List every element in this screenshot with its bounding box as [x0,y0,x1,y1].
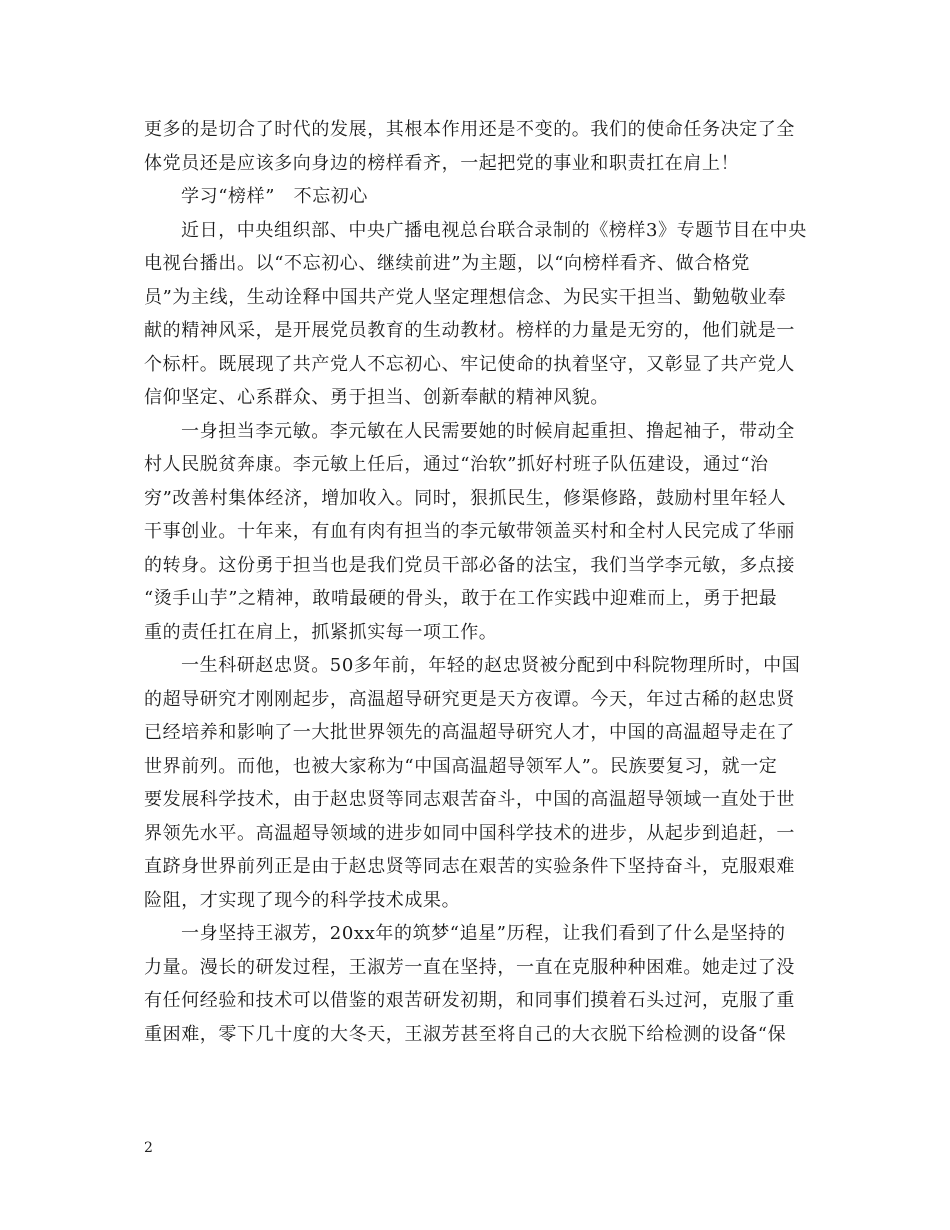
text-line: 一身坚持王淑芳，20xx年的筑梦“追星”历程，让我们看到了什么是坚持的 [181,923,786,944]
text-line: 的超导研究才刚刚起步，高温超导研究更是天方夜谭。今天，年过古稀的赵忠贤 [144,688,795,710]
text-line: 直跻身世界前列正是由于赵忠贤等同志在艰苦的实验条件下坚持奋斗，克服艰难 [144,856,795,877]
text-line: 一身担当李元敏。李元敏在人民需要她的时候肩起重担、撸起袖子，带动全 [181,420,795,442]
text-line: 重困难，零下几十度的大冬天，王淑芳甚至将自己的大衣脱下给检测的设备“保 [144,1023,787,1045]
text-line: 体党员还是应该多向身边的榜样看齐，一起把党的事业和职责扛在肩上！ [144,152,740,174]
text-line: 险阻，才实现了现今的科学技术成果。 [144,889,461,911]
text-line: 的转身。这份勇于担当也是我们党员干部必备的法宝，我们当学李元敏，多点接 [144,554,795,576]
page-number: 2 [144,1140,153,1156]
text-line: 员”为主线，生动诠释中国共产党人坚定理想信念、为民实干担当、勤勉敬业奉 [144,286,787,308]
text-line: 信仰坚定、心系群众、勇于担当、创新奉献的精神风貌。 [144,387,609,408]
text-line: 电视台播出。以“不忘初心、继续前进”为主题，以“向榜样看齐、做合格党 [144,253,751,274]
text-line: 重的责任扛在肩上，抓紧抓实每一项工作。 [144,621,498,643]
text-line: 干事创业。十年来，有血有肉有担当的李元敏带领盖买村和全村人民完成了华丽 [144,521,795,542]
text-line: 穷”改善村集体经济，增加收入。同时，狠抓民生，修渠修路，鼓励村里年轻人 [144,487,787,509]
text-line: 村人民脱贫奔康。李元敏上任后，通过“治软”抓好村班子队伍建设，通过“治 [144,454,769,475]
text-line: 个标杆。既展现了共产党人不忘初心、牢记使命的执着坚守，又彰显了共产党人 [144,353,795,375]
text-line: 要发展科学技术，由于赵忠贤等同志艰苦奋斗，中国的高温超导领域一直处于世 [144,789,795,810]
text-line: 已经培养和影响了一大批世界领先的高温超导研究人才，中国的高温超导走在了 [144,722,795,743]
text-line: 献的精神风采，是开展党员教育的生动教材。榜样的力量是无穷的，他们就是一 [144,320,795,341]
text-line: 一生科研赵忠贤。50多年前，年轻的赵忠贤被分配到中科院物理所时，中国 [181,655,801,676]
text-line: 学习“榜样” 不忘初心 [181,186,369,207]
text-line: 世界前列。而他，也被大家称为“中国高温超导领军人”。民族要复习，就一定 [144,755,778,777]
text-line: “烫手山芋”之精神，敢啃最硬的骨头，敢于在工作实践中迎难而上，勇于把最 [144,588,778,609]
body-text [144,113,812,1051]
text-line: 近日，中央组织部、中央广播电视总台联合录制的《榜样3》专题节目在中央 [181,219,807,241]
text-line: 力量。漫长的研发过程，王淑芳一直在坚持，一直在克服种种困难。她走过了没 [144,956,795,978]
text-line: 有任何经验和技术可以借鉴的艰苦研发初期，和同事们摸着石头过河，克服了重 [144,990,795,1011]
text-line: 更多的是切合了时代的发展，其根本作用还是不变的。我们的使命任务决定了全 [144,119,795,140]
text-line: 界领先水平。高温超导领域的进步如同中国科学技术的进步，从起步到追赶，一 [144,822,795,844]
